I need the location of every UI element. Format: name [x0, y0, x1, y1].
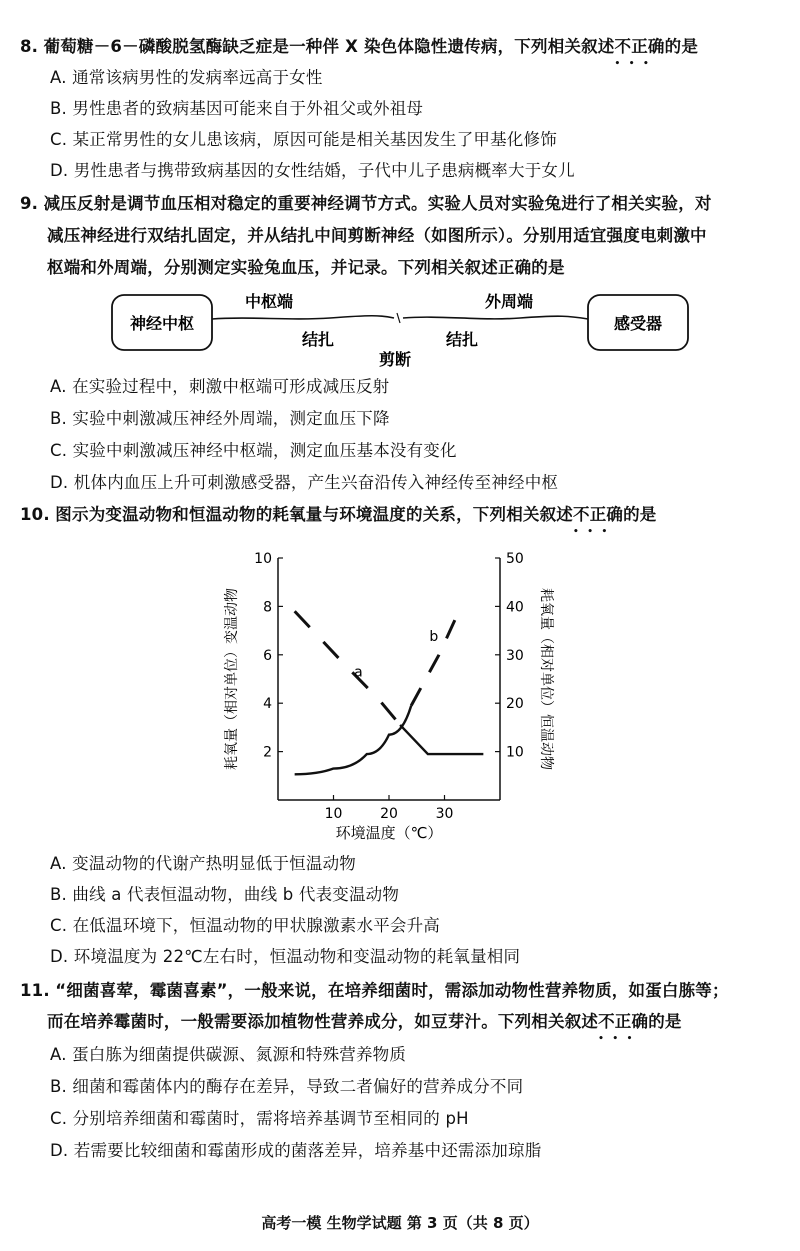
series-b-label: b: [429, 628, 439, 645]
nerve-right-segment: [403, 316, 588, 319]
q11-number: 11.: [20, 981, 50, 1000]
q8-emphasis: 不正确 • • •: [615, 36, 665, 58]
q11-option-b[interactable]: B. 细菌和霉菌体内的酶存在差异，导致二者偏好的营养成分不同: [50, 1077, 524, 1096]
x-tick-label: 10: [324, 806, 343, 822]
q11-emphasis: 不正确 • • •: [598, 1011, 648, 1033]
q11-stem-line1: [20, 980, 729, 1002]
series-a-solid: [400, 725, 483, 754]
left-tick-label: 10: [254, 551, 272, 567]
q9-stem-line2: 减压神经进行双结扎固定，并从结扎中间剪断神经（如图所示）。分别用适宜强度电刺激中: [47, 226, 707, 245]
series-a-dashed: [295, 611, 400, 725]
cut-label: 剪断: [379, 350, 412, 369]
nerve-diagram: [100, 285, 700, 375]
series-b-dashed: [411, 606, 461, 705]
q10-option-a[interactable]: A. 变温动物的代谢产热明显低于恒温动物: [50, 854, 356, 873]
q10-option-b[interactable]: B. 曲线 a 代表恒温动物，曲线 b 代表变温动物: [50, 885, 400, 904]
left-tick-label: 8: [263, 599, 272, 616]
q10-stem: [20, 504, 657, 526]
right-tick-label: 20: [506, 696, 524, 713]
q9-option-d[interactable]: D. 机体内血压上升可刺激感受器，产生兴奋沿传入神经传至神经中枢: [50, 473, 559, 492]
q11-stem-text-2: 而在培养霉菌时，一般需要添加植物性营养成分，如豆芽汁。下列相关叙述: [47, 1012, 599, 1031]
right-tick-label: 10: [506, 744, 524, 761]
chart-series: [295, 606, 484, 774]
series-a-label: a: [354, 664, 363, 681]
chart-frame: [278, 558, 500, 800]
q11-stem-line2: [47, 1011, 682, 1033]
q8-option-d[interactable]: D. 男性患者与携带致病基因的女性结婚，子代中儿子患病概率大于女儿: [50, 161, 575, 180]
ligature-left-label: 结扎: [302, 330, 335, 349]
q11-option-c[interactable]: C. 分别培养细菌和霉菌时，需将培养基调节至相同的 pH: [50, 1109, 469, 1128]
ligature-right-label: 结扎: [446, 330, 479, 349]
q9-option-c[interactable]: C. 实验中刺激减压神经中枢端，测定血压基本没有变化: [50, 441, 457, 460]
q10-option-c[interactable]: C. 在低温环境下，恒温动物的甲状腺激素水平会升高: [50, 916, 441, 935]
x-axis-label: 环境温度（℃）: [335, 824, 443, 842]
q9-option-b[interactable]: B. 实验中刺激减压神经外周端，测定血压下降: [50, 409, 390, 428]
q9-stem-text-1: 减压反射是调节血压相对稳定的重要神经调节方式。实验人员对实验兔进行了相关实验，对: [43, 194, 712, 213]
q9-stem-line1: [20, 193, 712, 215]
left-tick-label: 6: [263, 647, 272, 664]
right-tick-label: 40: [506, 599, 524, 616]
cut-mark: [397, 313, 400, 323]
q10-stem-end: 的是: [623, 505, 657, 524]
right-tick-label: 30: [506, 647, 524, 664]
q11-stem-text-1: “细菌喜荤，霉菌喜素”，一般来说，在培养细菌时，需添加动物性营养物质，如蛋白胨等；: [55, 981, 729, 1000]
left-tick-label: 4: [263, 696, 272, 713]
receptor-label: 感受器: [613, 314, 663, 333]
x-tick-label: 20: [380, 806, 398, 822]
peripheral-end-label: 外周端: [485, 292, 534, 311]
q10-option-d[interactable]: D. 环境温度为 22℃左右时，恒温动物和变温动物的耗氧量相同: [50, 947, 521, 966]
right-axis-label: 耗氧量（相对单位）恒温动物: [538, 588, 554, 770]
q10-number: 10.: [20, 505, 50, 524]
central-end-label: 中枢端: [245, 292, 294, 311]
nerve-center-label: 神经中枢: [129, 314, 195, 333]
q8-number: 8.: [20, 37, 39, 56]
right-tick-label: 50: [506, 551, 524, 567]
q8-option-c[interactable]: C. 某正常男性的女儿患该病，原因可能是相关基因发生了甲基化修饰: [50, 130, 557, 149]
page-footer: 高考一模 生物学试题 第 3 页（共 8 页）: [261, 1214, 539, 1232]
q11-option-d[interactable]: D. 若需要比较细菌和霉菌形成的菌落差异，培养基中还需添加琼脂: [50, 1141, 542, 1160]
q10-stem-text: 图示为变温动物和恒温动物的耗氧量与环境温度的关系，下列相关叙述: [55, 505, 573, 524]
q10-emphasis: 不正确 • • •: [573, 504, 623, 526]
left-axis-label: 耗氧量（相对单位）变温动物: [224, 588, 240, 770]
x-tick-label: 30: [435, 806, 454, 822]
q9-number: 9.: [20, 194, 39, 213]
q11-option-a[interactable]: A. 蛋白胨为细菌提供碳源、氮源和特殊营养物质: [50, 1045, 407, 1064]
q9-stem-line3: 枢端和外周端，分别测定实验兔血压，并记录。下列相关叙述正确的是: [47, 258, 565, 277]
nerve-left-segment: [212, 316, 394, 319]
q11-stem-end: 的是: [648, 1012, 682, 1031]
oxygen-consumption-chart: [200, 540, 600, 845]
q8-option-a[interactable]: A. 通常该病男性的发病率远高于女性: [50, 68, 323, 87]
q8-stem-end: 的是: [664, 37, 699, 56]
q9-option-a[interactable]: A. 在实验过程中，刺激中枢端可形成减压反射: [50, 377, 390, 396]
q8-stem-text: 葡萄糖－6－磷酸脱氢酶缺乏症是一种伴 X 染色体隐性遗传病，下列相关叙述: [43, 37, 615, 56]
q8-stem: [20, 36, 698, 58]
left-tick-label: 2: [263, 744, 272, 761]
q8-option-b[interactable]: B. 男性患者的致病基因可能来自于外祖父或外祖母: [50, 99, 424, 118]
